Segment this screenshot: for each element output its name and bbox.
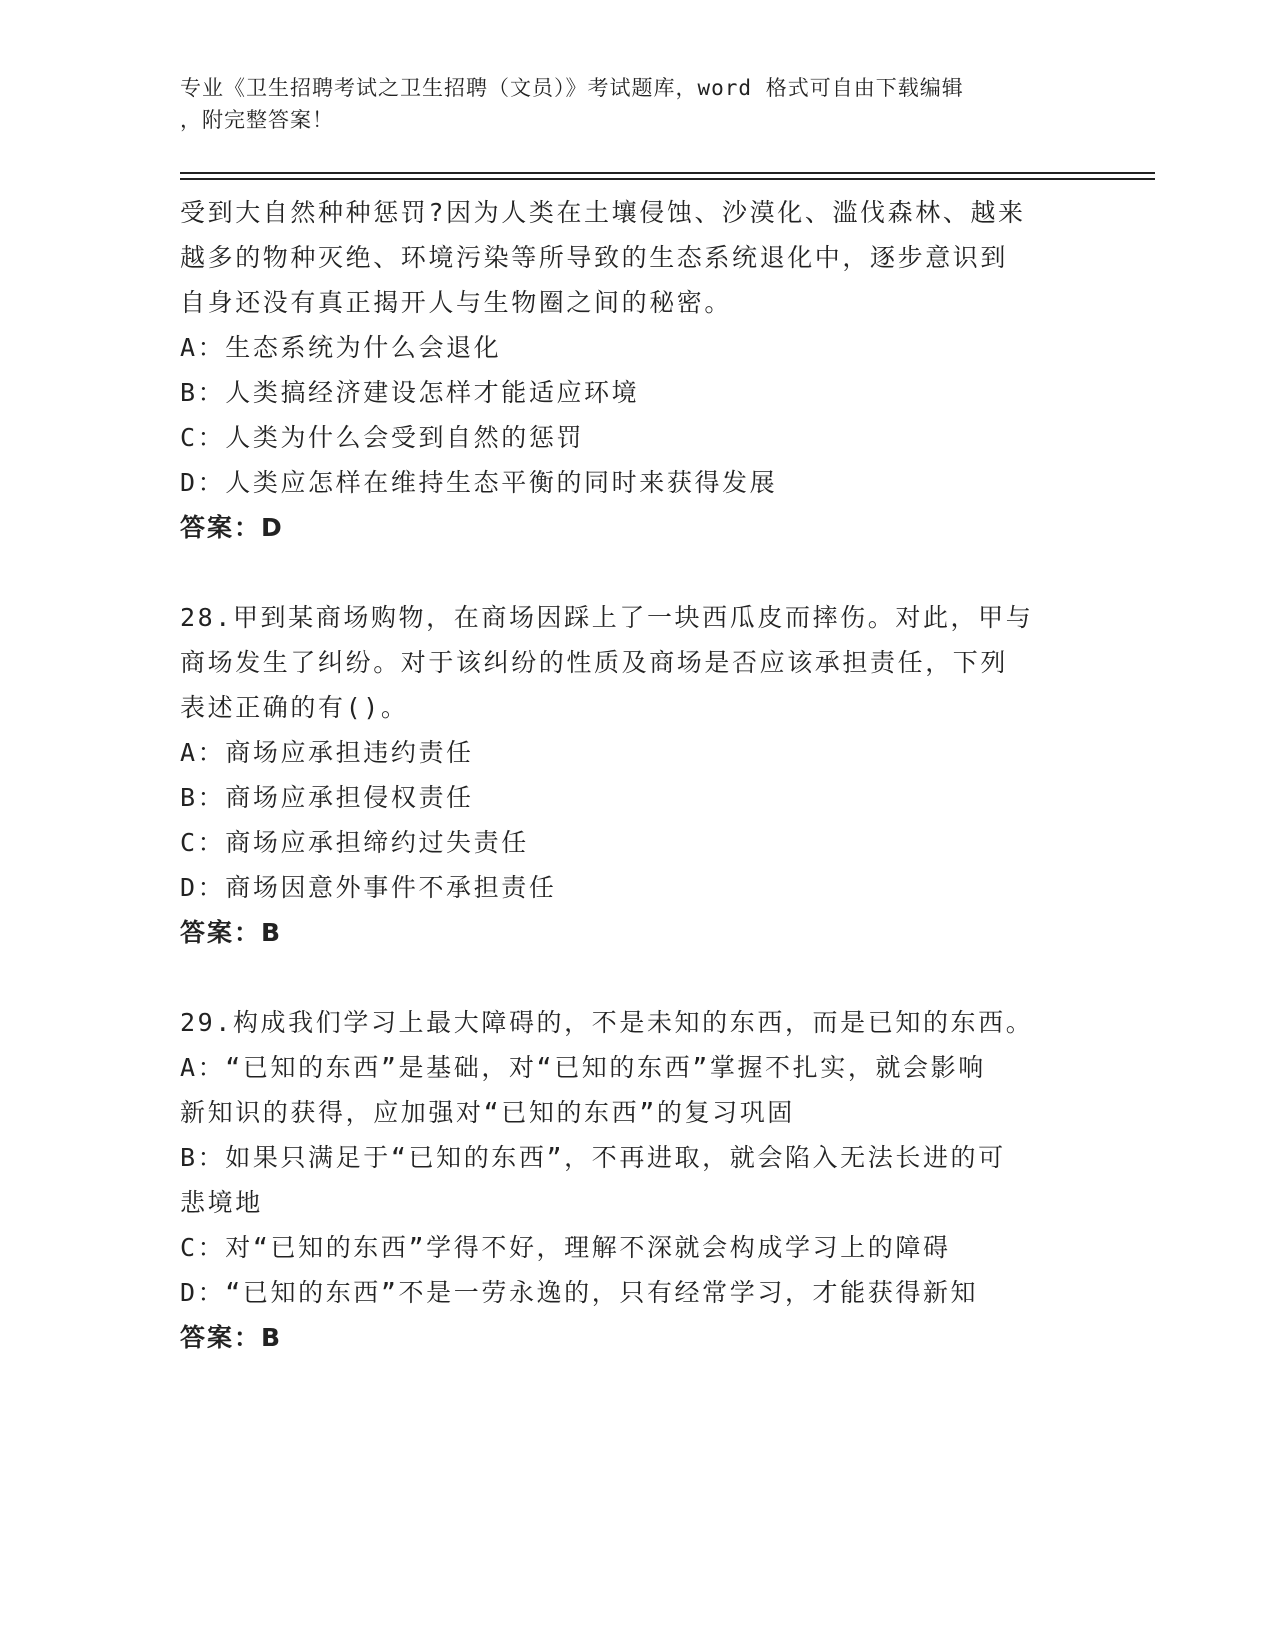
question-spacer [180, 550, 1060, 595]
question-stem-line: 商场发生了纠纷。对于该纠纷的性质及商场是否应该承担责任，下列 [180, 648, 1009, 677]
option-c: C：商场应承担缔约过失责任 [180, 828, 529, 857]
option-a: A：商场应承担违约责任 [180, 738, 474, 767]
answer-label: 答案：B [180, 918, 283, 947]
question-list [180, 190, 1060, 1360]
question-29 [180, 1000, 1060, 1360]
question-stem-line: 受到大自然种种惩罚?因为人类在土壤侵蚀、沙漠化、滥伐森林、越来 [180, 198, 1026, 227]
header-title-line-2: ，附完整答案！ [180, 108, 334, 132]
option-d: D：商场因意外事件不承担责任 [180, 873, 557, 902]
question-stem-line: 29.构成我们学习上最大障碍的，不是未知的东西，而是已知的东西。 [180, 1008, 1034, 1037]
header-divider-top [180, 172, 1155, 174]
option-c: C：人类为什么会受到自然的惩罚 [180, 423, 585, 452]
header-divider-bottom [180, 178, 1155, 180]
option-a: A：“已知的东西”是基础，对“已知的东西”掌握不扎实，就会影响 [180, 1053, 986, 1082]
option-d: D：人类应怎样在维持生态平衡的同时来获得发展 [180, 468, 778, 497]
option-b: B：商场应承担侵权责任 [180, 783, 474, 812]
answer-label: 答案：D [180, 513, 284, 542]
option-a: A：生态系统为什么会退化 [180, 333, 502, 362]
question-28 [180, 595, 1060, 955]
answer-label: 答案：B [180, 1323, 283, 1352]
option-d: D：“已知的东西”不是一劳永逸的，只有经常学习，才能获得新知 [180, 1278, 979, 1307]
option-b: B：人类搞经济建设怎样才能适应环境 [180, 378, 640, 407]
question-27 [180, 190, 1060, 550]
option-b-continued: 悲境地 [180, 1188, 263, 1217]
header-title-line-1: 专业《卫生招聘考试之卫生招聘（文员）》考试题库，word 格式可自由下载编辑 [180, 76, 964, 100]
option-c: C：对“已知的东西”学得不好，理解不深就会构成学习上的障碍 [180, 1233, 951, 1262]
question-spacer [180, 955, 1060, 1000]
document-header [180, 72, 1040, 136]
question-stem-line: 28.甲到某商场购物，在商场因踩上了一块西瓜皮而摔伤。对此，甲与 [180, 603, 1034, 632]
option-b: B：如果只满足于“已知的东西”，不再进取，就会陷入无法长进的可 [180, 1143, 1006, 1172]
option-a-continued: 新知识的获得，应加强对“已知的东西”的复习巩固 [180, 1098, 795, 1127]
question-stem-line: 越多的物种灭绝、环境污染等所导致的生态系统退化中，逐步意识到 [180, 243, 1009, 272]
question-stem-line: 自身还没有真正揭开人与生物圈之间的秘密。 [180, 288, 733, 317]
question-stem-line: 表述正确的有()。 [180, 693, 409, 722]
